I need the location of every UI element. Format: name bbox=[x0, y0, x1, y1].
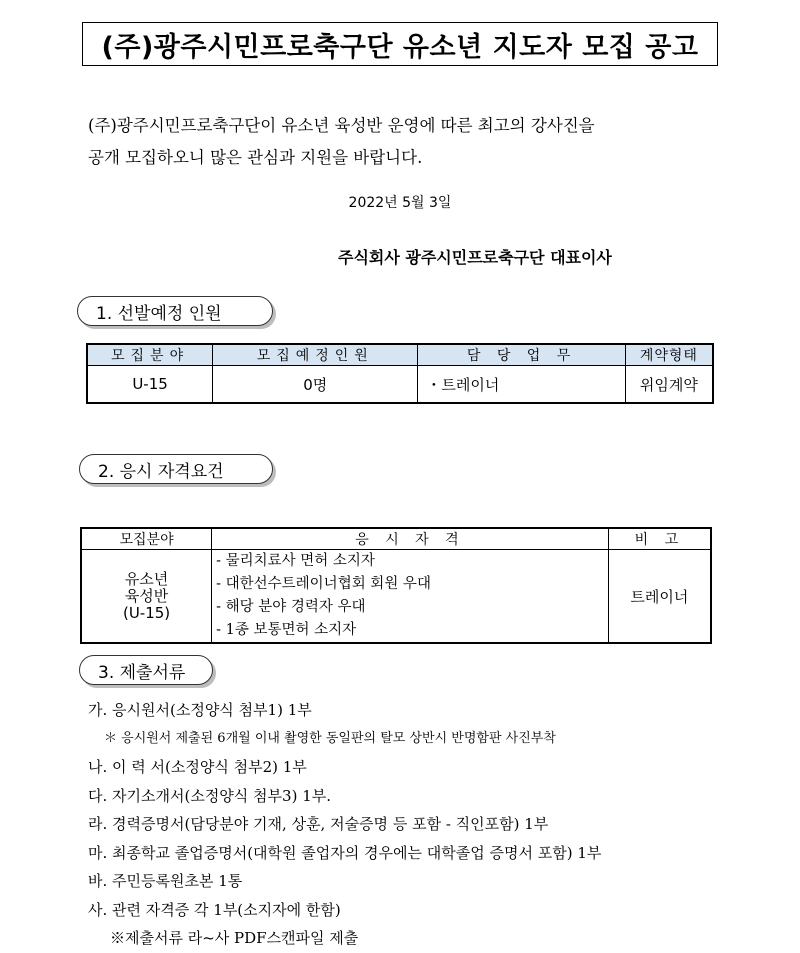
header-remarks: 비 고 bbox=[608, 528, 711, 550]
cell-qualifications bbox=[212, 550, 609, 644]
category-line: 유소년 bbox=[124, 569, 169, 588]
qualification-item: - 해당 분야 경력자 우대 bbox=[216, 599, 366, 615]
category-line: (U-15) bbox=[122, 603, 171, 622]
cell-contract: 위임계약 bbox=[625, 366, 713, 404]
list-item: 라. 경력증명서(담당분야 기재, 상훈, 저술증명 등 포함 - 직인포함) 1부 bbox=[88, 815, 549, 833]
cell-remarks: 트레이너 bbox=[608, 550, 711, 644]
list-item-note: ※제출서류 라~사 PDF스캔파일 제출 bbox=[110, 929, 359, 947]
list-item: 나. 이 력 서(소정양식 첨부2) 1부 bbox=[88, 758, 307, 776]
cell-field: U-15 bbox=[87, 366, 213, 404]
intro-line-1: (주)광주시민프로축구단이 유소년 육성반 운영에 따른 최고의 강사진을 bbox=[88, 116, 595, 135]
list-item: 마. 최종학교 졸업증명서(대학원 졸업자의 경우에는 대학졸업 증명서 포함) 1부 bbox=[88, 843, 602, 862]
cell-duty: ・트레이너 bbox=[418, 366, 625, 404]
list-item: 바. 주민등록원초본 1통 bbox=[88, 872, 243, 890]
page-title: (주)광주시민프로축구단 유소년 지도자 모집 공고 bbox=[82, 22, 718, 66]
cell-category bbox=[81, 550, 212, 644]
intro-line-2: 공개 모집하오니 많은 관심과 지원을 바랍니다. bbox=[88, 148, 423, 167]
header-field: 모집분야 bbox=[81, 528, 212, 550]
qualification-item: - 대한선수트레이너협회 회원 우대 bbox=[216, 576, 431, 592]
qualifications-table bbox=[80, 527, 712, 644]
table-header-row bbox=[81, 528, 711, 550]
list-item: 다. 자기소개서(소정양식 첨부3) 1부. bbox=[88, 786, 332, 805]
intro-paragraph bbox=[88, 110, 718, 174]
header-count: 모집예정인원 bbox=[213, 344, 418, 366]
recruitment-count-table bbox=[86, 343, 714, 404]
table-row bbox=[87, 366, 713, 404]
header-field: 모집분야 bbox=[87, 344, 213, 366]
section-heading-documents: 3. 제출서류 bbox=[79, 655, 213, 685]
announcement-date: 2022년 5월 3일 bbox=[348, 195, 452, 211]
signer: 주식회사 광주시민프로축구단 대표이사 bbox=[338, 248, 612, 267]
header-contract: 계약형태 bbox=[625, 344, 713, 366]
section-heading-qualifications: 2. 응시 자격요건 bbox=[79, 454, 273, 484]
category-line: 육성반 bbox=[124, 586, 169, 605]
qualification-item: - 물리치료사 면허 소지자 bbox=[216, 553, 375, 569]
section-heading-recruitment-count: 1. 선발예정 인원 bbox=[77, 296, 273, 326]
table-row bbox=[81, 550, 711, 644]
qualification-item: - 1종 보통면허 소지자 bbox=[216, 622, 357, 638]
cell-count: 0명 bbox=[213, 366, 418, 404]
header-duty: 담 당 업 무 bbox=[418, 344, 625, 366]
list-item: 사. 관련 자격증 각 1부(소지자에 한함) bbox=[88, 900, 341, 919]
list-item-note: ＊ 응시원서 제출된 6개월 이내 촬영한 동일판의 탈모 상반시 반명함판 사진부착 bbox=[104, 730, 556, 746]
list-item: 가. 응시원서(소정양식 첨부1) 1부 bbox=[88, 701, 312, 719]
documents-list bbox=[88, 696, 728, 953]
header-qualification: 응 시 자 격 bbox=[212, 528, 609, 550]
table-header-row bbox=[87, 344, 713, 366]
